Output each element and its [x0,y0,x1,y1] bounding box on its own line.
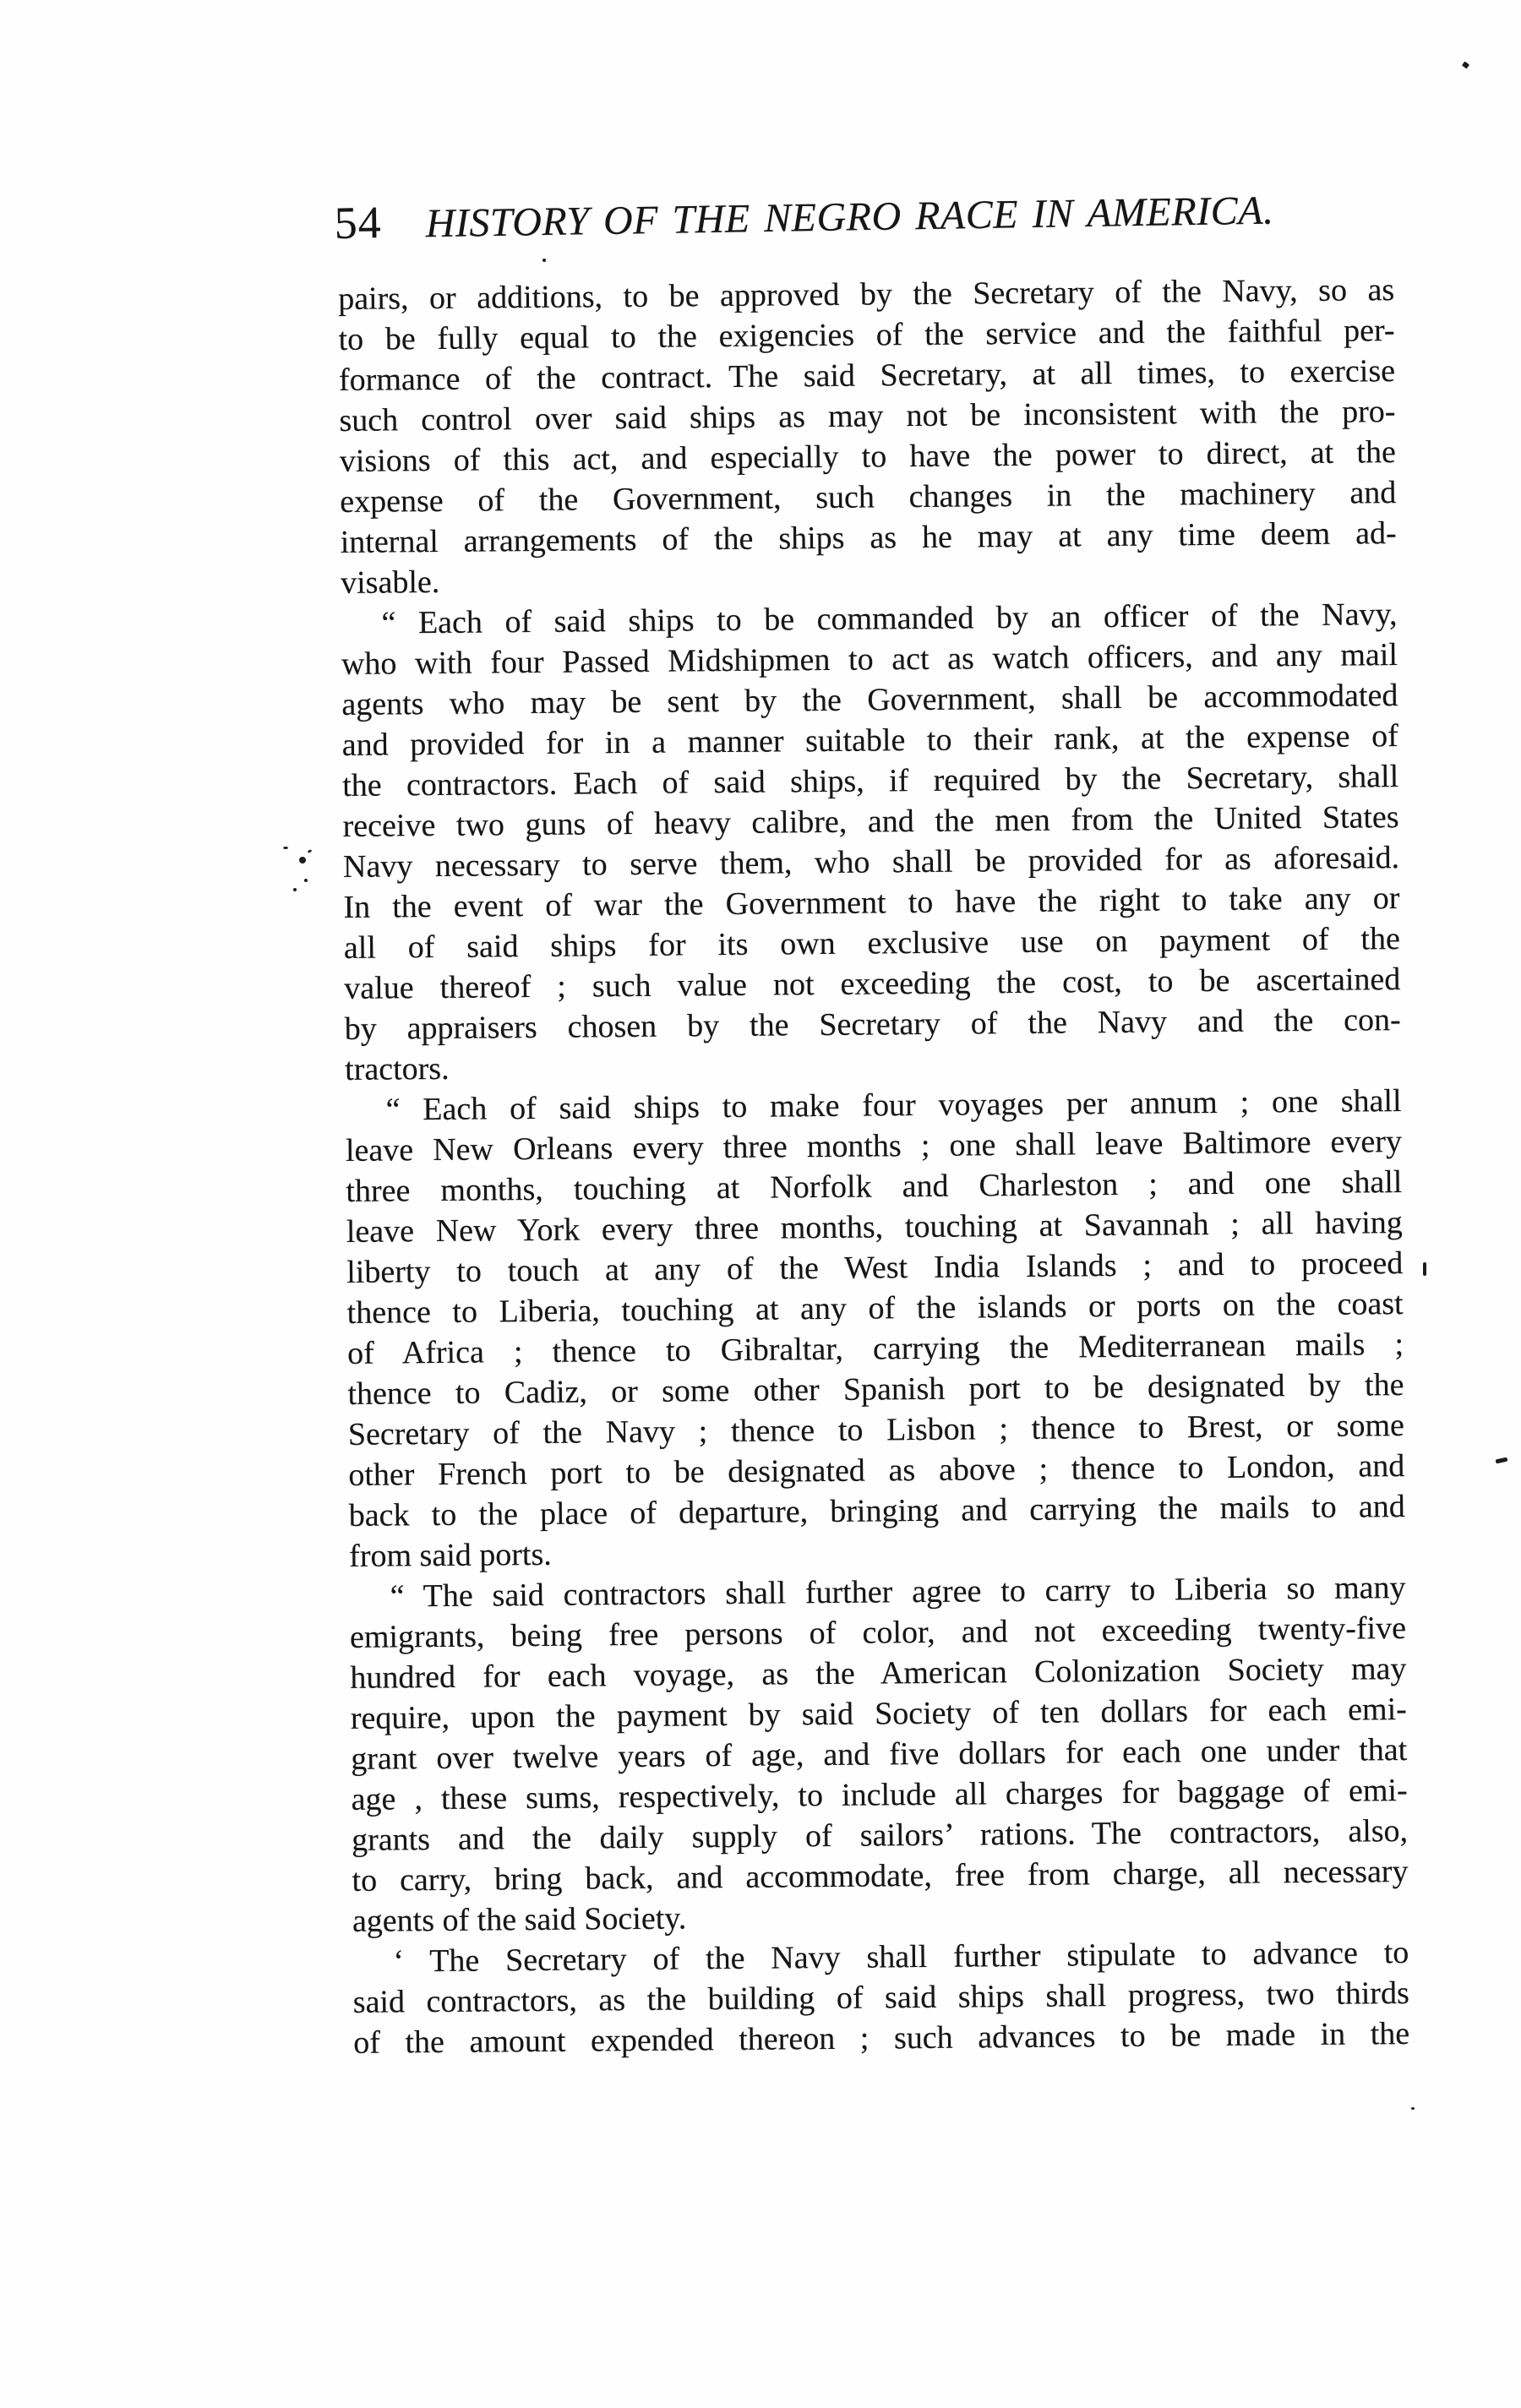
text-line: who with four Passed Midshipmen to act as watch officers, and any mail [341,637,1398,682]
text-line: “ Each of said ships to be commanded by an officer of the Navy, [381,597,1398,641]
ink-speck [1462,62,1469,69]
paragraph [352,1932,1409,2063]
text-line: of the amount expended thereon ; such advances to be made in the [353,2016,1410,2061]
text-line: pairs, or additions, to be approved by the Secretary of the Navy, so as [338,272,1395,317]
ink-speck [1496,1457,1508,1464]
text-line: internal arrangements of the ships as he may at any time deem ad- [340,515,1397,560]
text-line: “ Each of said ships to make four voyages per annum ; one shall [385,1083,1402,1128]
text-line: other French port to be designated as above ; thence to London, and [348,1448,1405,1493]
text-line: tractors. [344,1050,450,1087]
text-line: thence to Cadiz, or some other Spanish port to be designated by the [347,1367,1404,1412]
text-line: agents who may be sent by the Government, shall be accommodated [341,678,1398,722]
text-line: visable. [340,564,440,601]
text-line: expense of the Government, such changes in the machinery and [340,475,1397,520]
text-line: leave New York every three months, touching at Savannah ; all having [346,1205,1403,1250]
text-line: such control over said ships as may not be inconsistent with the pro- [339,394,1396,439]
ink-speck [1423,1262,1426,1276]
ink-speck [542,259,546,262]
text-line: liberty to touch at any of the West India Islands ; and to proceed [346,1245,1404,1290]
ink-speck [308,849,313,853]
text-line: ‘ The Secretary of the Navy shall further stipulate to advance to [393,1935,1409,1980]
text-line: back to the place of departure, bringing and carrying the mails to and [348,1489,1405,1534]
text-line: grants and the daily supply of sailors’ rations. The contractors, also, [351,1813,1409,1858]
text-line: age , these sums, respectively, to include all charges for baggage of emi- [351,1773,1408,1817]
running-title: HISTORY OF THE NEGRO RACE IN AMERICA. [425,188,1274,247]
text-line: require, upon the payment by said Society of ten dollars for each emi- [350,1692,1408,1736]
paragraph [341,594,1401,1090]
text-line: to carry, bring back, and accommodate, free from charge, all necessary [352,1854,1409,1899]
ink-speck [299,857,306,864]
ink-speck [283,847,288,849]
text-line: three months, touching at Norfolk and Charleston ; and one shall [346,1164,1403,1209]
page-number: 54 [334,197,383,248]
text-line: and provided for in a manner suitable to their rank, at the expense of [341,718,1398,763]
ink-speck [293,888,297,891]
paragraph [349,1567,1409,1942]
text-line: thence to Liberia, touching at any of the islands or ports on the coast [346,1286,1404,1331]
text-line: the contractors. Each of said ships, if required by the Secretary, shall [342,759,1399,804]
text-line: from said ports. [349,1536,552,1574]
text-line: visions of this act, and especially to have the power to direct, at the [339,434,1397,479]
paragraph [345,1081,1405,1577]
text-line: grant over twelve years of age, and five dollars for each one under that [351,1732,1408,1777]
text-line: all of said ships for its own exclusive use on payment of the [343,921,1401,966]
text-line: agents of the said Society. [352,1900,687,1939]
text-line: Secretary of the Navy ; thence to Lisbon ; thence to Brest, or some [347,1408,1405,1452]
page-header [334,181,1382,248]
page-body [338,270,1409,2063]
text-line: to be fully equal to the exigencies of the service and the faithful per- [338,313,1395,357]
text-line: value thereof ; such value not exceeding the cost, to be ascertained [344,962,1401,1006]
ink-speck [1411,2107,1415,2110]
text-line: emigrants, being free persons of color, and not exceeding twenty-five [349,1610,1407,1655]
text-line: In the event of war the Government to have the right to take any or [343,880,1400,925]
text-line: formance of the contract. The said Secretary, at all times, to exercise [338,353,1396,398]
paragraph [338,270,1397,603]
text-line: “ The said contractors shall further agree to carry to Liberia so many [390,1570,1406,1615]
text-line: of Africa ; thence to Gibraltar, carrying the Mediterranean mails ; [346,1327,1404,1371]
text-line: Navy necessary to serve them, who shall be provided for as aforesaid. [342,840,1400,885]
text-line: leave New Orleans every three months ; one shall leave Baltimore every [345,1124,1403,1169]
text-line: hundred for each voyage, as the American Colonization Society may [350,1651,1407,1696]
ink-speck [304,879,308,882]
text-line: receive two guns of heavy calibre, and the men from the United States [342,799,1399,844]
text-line: by appraisers chosen by the Secretary of the Navy and the con- [344,1002,1401,1047]
text-line: said contractors, as the building of said ships shall progress, two thirds [352,1975,1409,2020]
